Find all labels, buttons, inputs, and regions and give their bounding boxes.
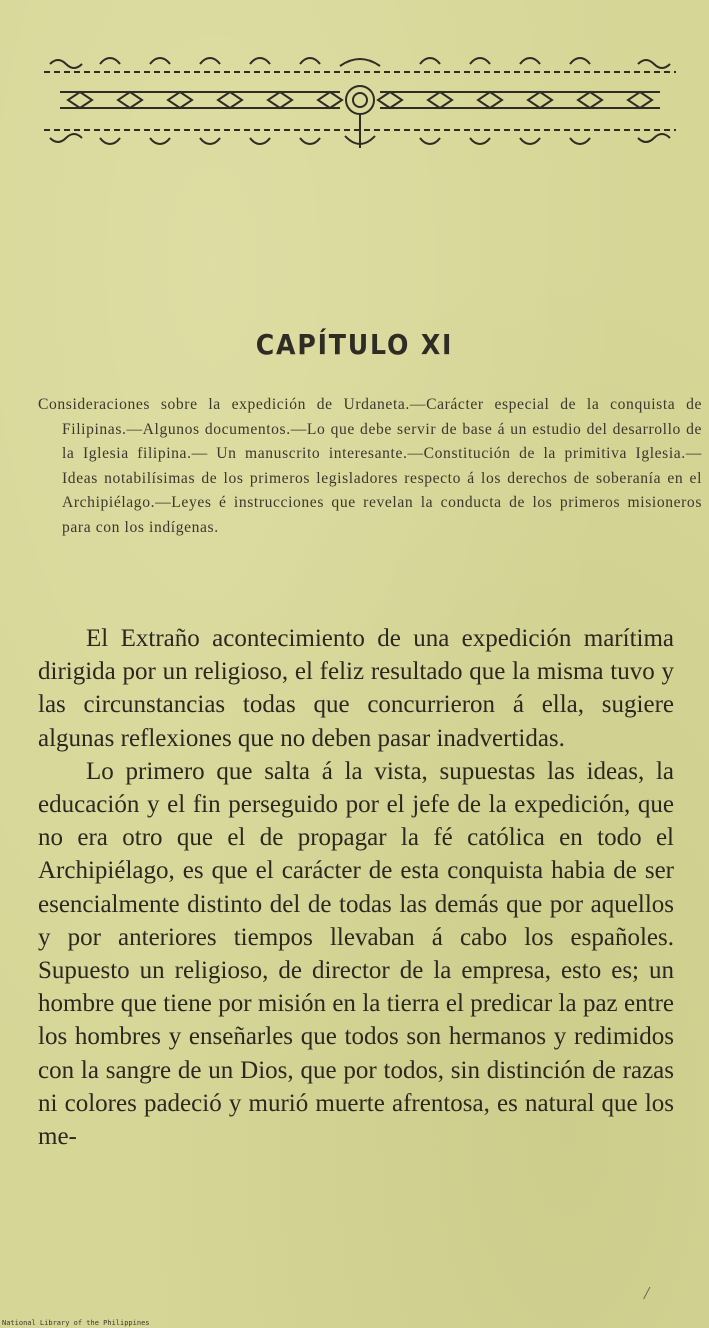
decorative-header-ornament: [40, 52, 680, 152]
pencil-mark: /: [643, 1283, 649, 1303]
paragraph: Lo primero que salta á la vista, supuestas las ideas, la educación y el fin perseguido por el jefe de la expedición, que no era otro que el de propagar la fé católica en todo el Archipiélago, es que el carácter de esta conquista habia de ser esencialmente distinto del de todas las demás que por aquellos y por anteriores tiempos llevaban á cabo los españoles. Supuesto un religioso, de director de la empresa, esto es; un hombre que tiene por misión en la tierra el predicar la paz entre los hombres y enseñarles que todos son hermanos y redimidos con la sangre de un Dios, que por todos, sin distinción de razas ni colores padeció y murió muerte afrentosa, es natural que los me-: [38, 757, 674, 1151]
paragraph: El Extraño acontecimiento de una expedición marítima dirigida por un religioso, el feliz resultado que la misma tuvo y las circunstancias todas que concurrieron á ella, sugiere algunas reflexiones que no deben pasar inadvertidas.: [38, 625, 674, 752]
chapter-title: CAPÍTULO XI: [255, 328, 454, 361]
footer-credit: National Library of the Philippines: [2, 1319, 150, 1327]
chapter-summary: Consideraciones sobre la expedición de Urdaneta.—Carácter especial de la conquista de Filipinas.—Algunos documentos.—Lo que debe servir de base á un estudio del desarrollo de la Iglesia filipina.— Un manuscrito interesante.—Constitución de la primitiva Iglesia.— Ideas notabilísimas de los primeros legisladores respecto á los derechos de soberanía en el Archipiélago.—Leyes é instrucciones que revelan la conducta de los primeros misioneros para con los indígenas.: [38, 396, 702, 536]
body-text: [38, 622, 674, 1153]
